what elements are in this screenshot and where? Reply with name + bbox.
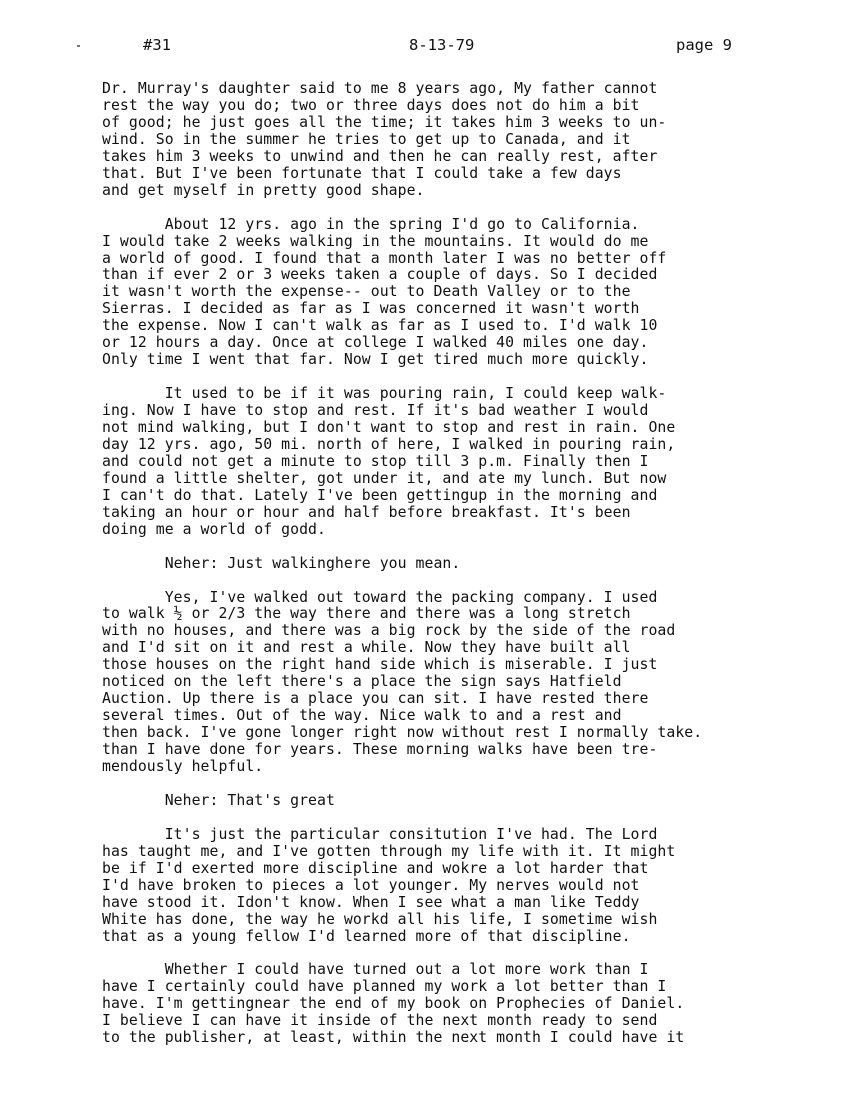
paragraph [102,793,842,810]
text-line: and get myself in pretty good shape. [102,181,425,199]
text-line: White has done, the way he workd all his life, I sometime wish [102,910,658,928]
document-number: #31 [143,36,171,54]
text-line: mendously helpful. [102,758,264,776]
text-line: then back. I've gone longer right now without rest I normally take. [102,724,703,742]
text-line: have stood it. Idon't know. When I see what a man like Teddy [102,893,640,911]
text-line: Neher: Just walkinghere you mean. [102,554,461,572]
page-header [0,36,847,56]
text-line: with no houses, and there was a big rock by the side of the road [102,622,676,640]
text-line: Only time I went that far. Now I get tired much more quickly. [102,351,649,369]
text-line: It used to be if it was pouring rain, I could keep walk- [102,385,667,403]
paragraph [102,81,842,200]
text-line: and I'd sit on it and rest a while. Now they have built all [102,639,631,657]
text-line: have. I'm gettingnear the end of my book on Prophecies of Daniel. [102,995,685,1013]
text-line: noticed on the left there's a place the sign says Hatfield [102,673,622,691]
paragraph [102,217,842,370]
text-line: About 12 yrs. ago in the spring I'd go to California. [102,215,640,233]
transcript-body [102,81,842,1047]
text-line: have I certainly could have planned my work a lot better than I [102,978,667,996]
text-line: doing me a world of godd. [102,520,326,538]
paragraph [102,386,842,539]
text-line: that. But I've been fortunate that I could take a few days [102,164,622,182]
paragraph [102,590,842,776]
text-line: than if ever 2 or 3 weeks taken a couple of days. So I decided [102,266,658,284]
paragraph [102,556,842,573]
text-line: ing. Now I have to stop and rest. If it's bad weather I would [102,402,649,420]
text-line: Auction. Up there is a place you can sit. I have rested there [102,690,649,708]
text-line: or 12 hours a day. Once at college I walked 40 miles one day. [102,334,649,352]
text-line: I can't do that. Lately I've been gettingup in the morning and [102,486,658,504]
paragraph [102,827,842,946]
text-line: Yes, I've walked out toward the packing company. I used [102,588,658,606]
text-line: be if I'd exerted more discipline and wokre a lot harder that [102,859,649,877]
document-date: 8-13-79 [409,36,475,54]
text-line: the expense. Now I can't walk as far as I used to. I'd walk 10 [102,317,658,335]
text-line: I'd have broken to pieces a lot younger. My nerves would not [102,876,640,894]
text-line: than I have done for years. These morning walks have been tre- [102,741,658,759]
page-number: page 9 [676,36,732,54]
text-line: that as a young fellow I'd learned more of that discipline. [102,927,631,945]
text-line: those houses on the right hand side which is miserable. I just [102,656,658,674]
text-line: it wasn't worth the expense-- out to Death Valley or to the [102,283,631,301]
text-line: rest the way you do; two or three days does not do him a bit [102,96,640,114]
text-line: has taught me, and I've gotten through my life with it. It might [102,842,676,860]
text-line: Whether I could have turned out a lot more work than I [102,961,649,979]
text-line: I believe I can have it inside of the next month ready to send [102,1012,658,1030]
text-line: several times. Out of the way. Nice walk to and a rest and [102,707,622,725]
text-line: and could not get a minute to stop till 3 p.m. Finally then I [102,452,649,470]
text-line: It's just the particular consitution I've had. The Lord [102,825,658,843]
text-line: wind. So in the summer he tries to get up to Canada, and it [102,130,631,148]
text-line: to walk ½ or 2/3 the way there and there was a long stretch [102,605,631,623]
text-line: to the publisher, at least, within the next month I could have it [102,1029,685,1047]
text-line: of good; he just goes all the time; it takes him 3 weeks to un- [102,113,667,131]
text-line: Dr. Murray's daughter said to me 8 years ago, My father cannot [102,80,658,97]
text-line: takes him 3 weeks to unwind and then he can really rest, after [102,147,658,165]
text-line: a world of good. I found that a month later I was no better off [102,249,667,267]
text-line: Sierras. I decided as far as I was concerned it wasn't worth [102,300,640,318]
text-line: taking an hour or hour and half before breakfast. It's been [102,503,631,521]
text-line: day 12 yrs. ago, 50 mi. north of here, I walked in pouring rain, [102,435,676,453]
text-line: Neher: That's great [102,791,335,809]
text-line: found a little shelter, got under it, and ate my lunch. But now [102,469,667,487]
text-line: I would take 2 weeks walking in the mountains. It would do me [102,232,649,250]
text-line: not mind walking, but I don't want to stop and rest in rain. One [102,419,676,437]
paragraph [102,962,842,1047]
